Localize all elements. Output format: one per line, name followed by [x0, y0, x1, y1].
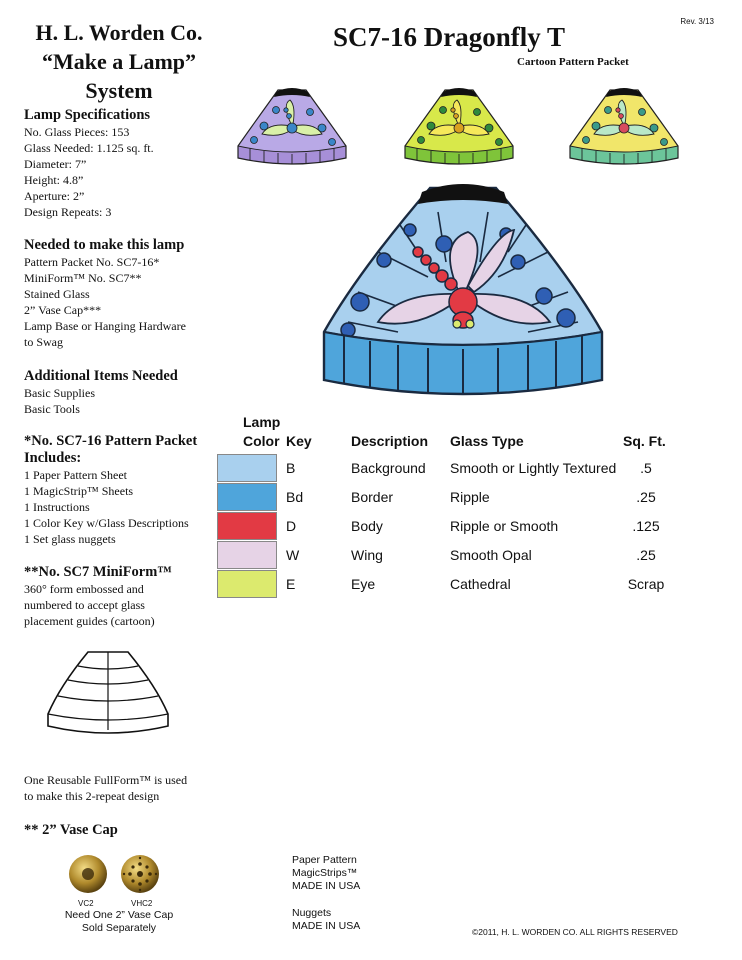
needed-line: 2” Vase Cap***	[24, 303, 102, 317]
description-cell: Body	[351, 518, 383, 534]
description-cell: Wing	[351, 547, 383, 563]
color-swatch	[217, 570, 277, 598]
additional-section	[24, 368, 224, 417]
description-cell: Background	[351, 460, 426, 476]
page-subtitle: Cartoon Pattern Packet	[517, 56, 629, 68]
vc2-label: VC2	[78, 899, 94, 908]
sqft-cell: .125	[632, 518, 660, 534]
revision-label: Rev. 3/13	[680, 17, 714, 26]
needed-line: Lamp Base or Hanging Hardware	[24, 319, 186, 333]
needed-line: MiniForm™ No. SC7**	[24, 271, 142, 285]
additional-heading: Additional Items Needed	[24, 368, 178, 384]
made-in-nuggets	[292, 907, 360, 933]
fullform-note	[24, 772, 187, 804]
sqft-cell: .25	[636, 489, 656, 505]
company-name	[24, 18, 214, 105]
description-cell: Eye	[351, 576, 376, 592]
additional-line: Basic Tools	[24, 402, 80, 416]
fullform-line: One Reusable FullForm™ is used	[24, 773, 188, 787]
needed-heading: Needed to make this lamp	[24, 237, 185, 253]
glass-type-cell: Smooth Opal	[450, 547, 532, 563]
made-in-line: MagicStrips™	[292, 867, 358, 879]
header-description: Description	[351, 433, 429, 449]
company-line-1: H. L. Worden Co.	[35, 20, 203, 45]
header-lamp: Lamp	[243, 414, 281, 430]
header-sqft: Sq. Ft.	[623, 433, 666, 449]
vase-cap-note-line: Sold Separately	[81, 922, 157, 934]
left-column	[24, 107, 224, 629]
spec-line: Height: 4.8”	[24, 173, 84, 187]
packet-includes: Includes:	[24, 450, 82, 466]
company-line-3: System	[85, 78, 153, 103]
copyright: ©2011, H. L. WORDEN CO. ALL RIGHTS RESERVED	[472, 927, 678, 937]
packet-line: 1 Paper Pattern Sheet	[24, 468, 127, 482]
spec-line: Design Repeats: 3	[24, 205, 112, 219]
made-in-line: MADE IN USA	[292, 880, 361, 892]
description-cell: Border	[351, 489, 394, 505]
spec-line: Glass Needed: 1.125 sq. ft.	[24, 141, 154, 155]
header-glass-type: Glass Type	[450, 433, 524, 449]
packet-line: 1 MagicStrip™ Sheets	[24, 484, 134, 498]
glass-type-cell: Ripple	[450, 489, 490, 505]
header-key: Key	[286, 433, 312, 449]
spec-line: Aperture: 2”	[24, 189, 85, 203]
packet-heading: *No. SC7-16 Pattern Packet	[24, 433, 198, 449]
page-title: SC7-16 Dragonfly T	[333, 22, 566, 52]
vase-cap-images	[66, 854, 162, 900]
shade-variant-green	[403, 86, 515, 168]
needed-line: Stained Glass	[24, 287, 90, 301]
additional-line: Basic Supplies	[24, 386, 95, 400]
key-cell: E	[286, 576, 296, 592]
miniform-line: 360° form embossed and	[24, 582, 144, 596]
shade-variant-purple	[236, 86, 348, 168]
color-swatch	[217, 512, 277, 540]
made-in-line: MADE IN USA	[292, 920, 361, 932]
miniform-section	[24, 564, 224, 629]
sqft-cell: .5	[640, 460, 652, 476]
made-in-paper	[292, 854, 360, 893]
key-cell: B	[286, 460, 296, 476]
vhc2-label: VHC2	[131, 899, 153, 908]
miniform-line: numbered to accept glass	[24, 598, 145, 612]
packet-section	[24, 433, 224, 547]
glass-type-cell: Smooth or Lightly Textured	[450, 460, 617, 476]
color-swatch	[217, 483, 277, 511]
glass-type-cell: Ripple or Smooth	[450, 518, 559, 534]
vase-cap-note	[64, 909, 174, 935]
fullform-line: to make this 2-repeat design	[24, 789, 160, 803]
needed-line: to Swag	[24, 335, 63, 349]
made-in-line: Nuggets	[292, 907, 332, 919]
key-cell: Bd	[286, 489, 304, 505]
specs-section	[24, 107, 224, 220]
packet-line: 1 Color Key w/Glass Descriptions	[24, 516, 189, 530]
packet-line: 1 Set glass nuggets	[24, 532, 116, 546]
vase-cap-note-line: Need One 2” Vase Cap	[64, 909, 174, 921]
header-color: Color	[243, 433, 280, 449]
key-cell: D	[286, 518, 297, 534]
color-swatch	[217, 541, 277, 569]
specs-heading: Lamp Specifications	[24, 107, 151, 123]
miniform-heading: **No. SC7 MiniForm™	[24, 564, 172, 580]
key-cell: W	[286, 547, 300, 563]
shade-variant-teal	[568, 86, 680, 168]
made-in-line: Paper Pattern	[292, 854, 357, 866]
needed-section	[24, 237, 224, 350]
sqft-cell: Scrap	[627, 576, 665, 592]
spec-line: Diameter: 7”	[24, 157, 87, 171]
needed-line: Pattern Packet No. SC7-16*	[24, 255, 160, 269]
vase-cap-heading: ** 2” Vase Cap	[24, 822, 118, 838]
color-swatch	[217, 454, 277, 482]
miniform-line: placement guides (cartoon)	[24, 614, 155, 628]
sqft-cell: .25	[636, 547, 656, 563]
company-line-2: “Make a Lamp”	[42, 49, 196, 74]
packet-line: 1 Instructions	[24, 500, 90, 514]
spec-line: No. Glass Pieces: 153	[24, 125, 130, 139]
large-dragonfly-shade	[318, 182, 608, 404]
glass-type-cell: Cathedral	[450, 576, 511, 592]
miniform-drawing	[44, 648, 172, 740]
